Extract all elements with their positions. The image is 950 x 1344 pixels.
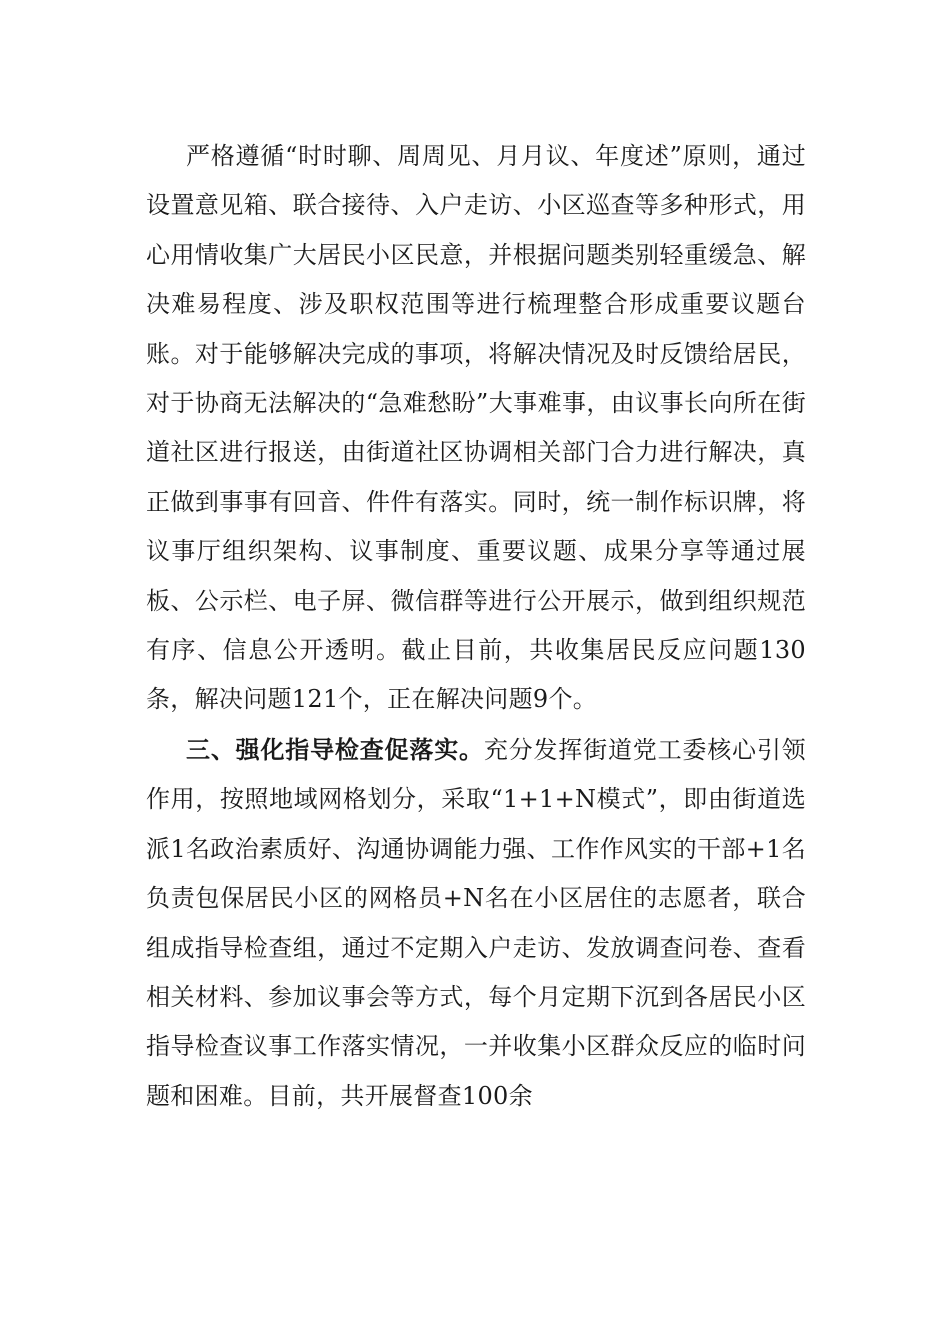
section-three-heading: 三、强化指导检查促落实。 bbox=[186, 734, 484, 764]
paragraph-section-three bbox=[146, 725, 806, 1121]
paragraph-opinion-collection: 严格遵循“时时聊、周周见、月月议、年度述”原则，通过设置意见箱、联合接待、入户走访、小区巡查等多种形式，用心用情收集广大居民小区民意，并根据问题类别轻重缓急、解决难易程度、涉及职权范围等进行梳理整合形成重要议题台账。对于能够解决完成的事项，将解决情况及时反馈给居民，对于协商无法解决的“急难愁盼”大事难事，由议事长向所在街道社区进行报送，由街道社区协调相关部门合力进行解决，真正做到事事有回音、件件有落实。同时，统一制作标识牌，将议事厅组织架构、议事制度、重要议题、成果分享等通过展板、公示栏、电子屏、微信群等进行公开展示，做到组织规范有序、信息公开透明。截止目前，共收集居民反应问题130条，解决问题121个，正在解决问题9个。 bbox=[146, 142, 806, 714]
section-three-body: 充分发挥街道党工委核心引领作用，按照地域网格划分，采取“1+1+N模式”，即由街道选派1名政治素质好、沟通协调能力强、工作作风实的干部+1名负责包保居民小区的网格员+N名在小区居住的志愿者，联合组成指导检查组，通过不定期入户走访、发放调查问卷、查看相关材料、参加议事会等方式，每个月定期下沉到各居民小区指导检查议事工作落实情况，一并收集小区群众反应的临时问题和困难。目前，共开展督查100余 bbox=[146, 735, 806, 1110]
document-body bbox=[146, 132, 806, 1121]
